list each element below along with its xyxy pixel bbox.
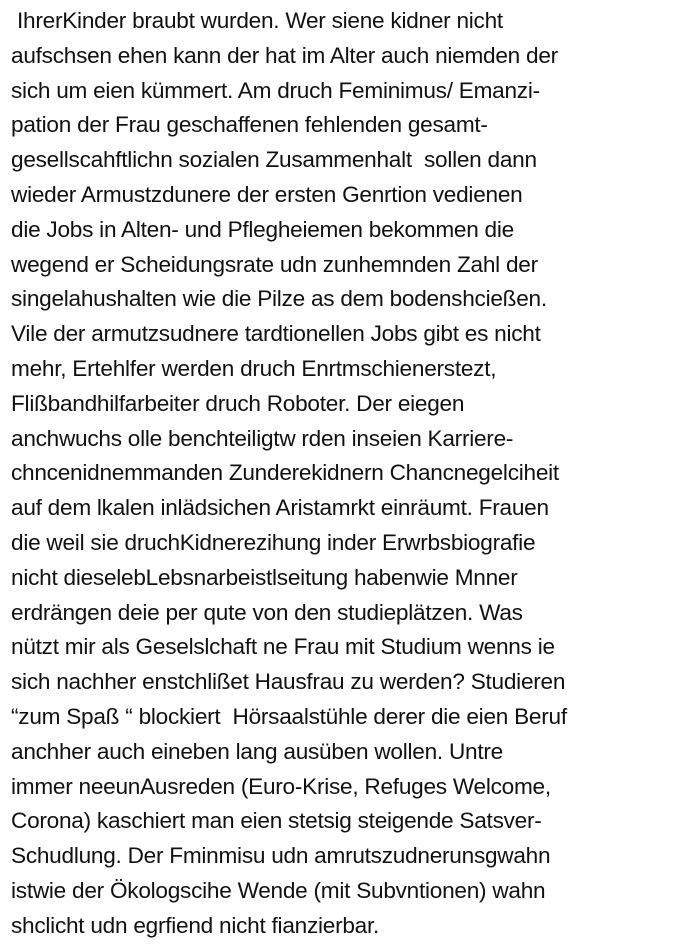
text-line: shclicht udn egrfiend nicht fianzierbar. [11, 912, 380, 938]
text-line: wegend er Scheidungsrate udn zunhemnden Zahl der [11, 251, 538, 277]
text-line: gesellscahftlichn sozialen Zusammenhalt sollen dann [11, 147, 537, 173]
text-line: pation der Frau geschaffenen fehlenden gesamt- [11, 112, 488, 138]
text-line: wieder Armustzdunere der ersten Genrtion vedienen [11, 181, 523, 207]
text-line: chncenidnemmanden Zunderekidnern Chancnegelciheit [11, 460, 559, 486]
text-line: immer neeunAusreden (Euro-Krise, Refuges Welcome, [11, 773, 551, 799]
text-line: IhrerKinder braubt wurden. Wer siene kidner nicht [11, 8, 503, 33]
text-line: singelahushalten wie die Pilze as dem bodenshcießen. [11, 286, 547, 312]
text-line: anchher auch eineben lang ausüben wollen. Untre [11, 738, 503, 764]
body-text [11, 4, 679, 944]
text-line: Corona) kaschiert man eien stetsig steigende Satsver- [11, 808, 542, 834]
text-line: mehr, Ertehlfer werden druch Enrtmschienerstezt, [11, 355, 497, 381]
text-line: anchwuchs olle benchteiligtw rden inseien Karriere- [11, 425, 514, 451]
text-line: erdrängen deie per qute von den studieplätzen. Was [11, 599, 523, 625]
text-line: istwie der Ökologscihe Wende (mit Subvntionen) wahn [11, 877, 546, 903]
text-line: die weil sie druchKidnerezihung inder Erwrbsbiografie [11, 529, 536, 555]
text-line: nicht dieselebLebsnarbeistlseitung habenwie Mnner [11, 564, 518, 590]
text-line: sich um eien kümmert. Am druch Feminimus/ Emanzi- [11, 77, 540, 103]
text-line: nützt mir als Geselslchaft ne Frau mit Studium wenns ie [11, 634, 555, 660]
text-line: “zum Spaß “ blockiert Hörsaalstühle derer die eien Beruf [11, 703, 567, 729]
text-line: auf dem lkalen inlädsichen Aristamrkt einräumt. Frauen [11, 495, 549, 521]
text-line: Flißbandhilfarbeiter druch Roboter. Der eiegen [11, 390, 465, 416]
text-line: Schudlung. Der Fminmisu udn amrutszudnerunsgwahn [11, 843, 551, 869]
text-line: Vile der armutzsudnere tardtionellen Jobs gibt es nicht [11, 321, 541, 347]
text-line: sich nachher enstchlißet Hausfrau zu werden? Studieren [11, 669, 566, 695]
text-line: aufschsen ehen kann der hat im Alter auch niemden der [11, 42, 558, 68]
text-line: die Jobs in Alten- und Pflegheiemen bekommen die [11, 216, 514, 242]
